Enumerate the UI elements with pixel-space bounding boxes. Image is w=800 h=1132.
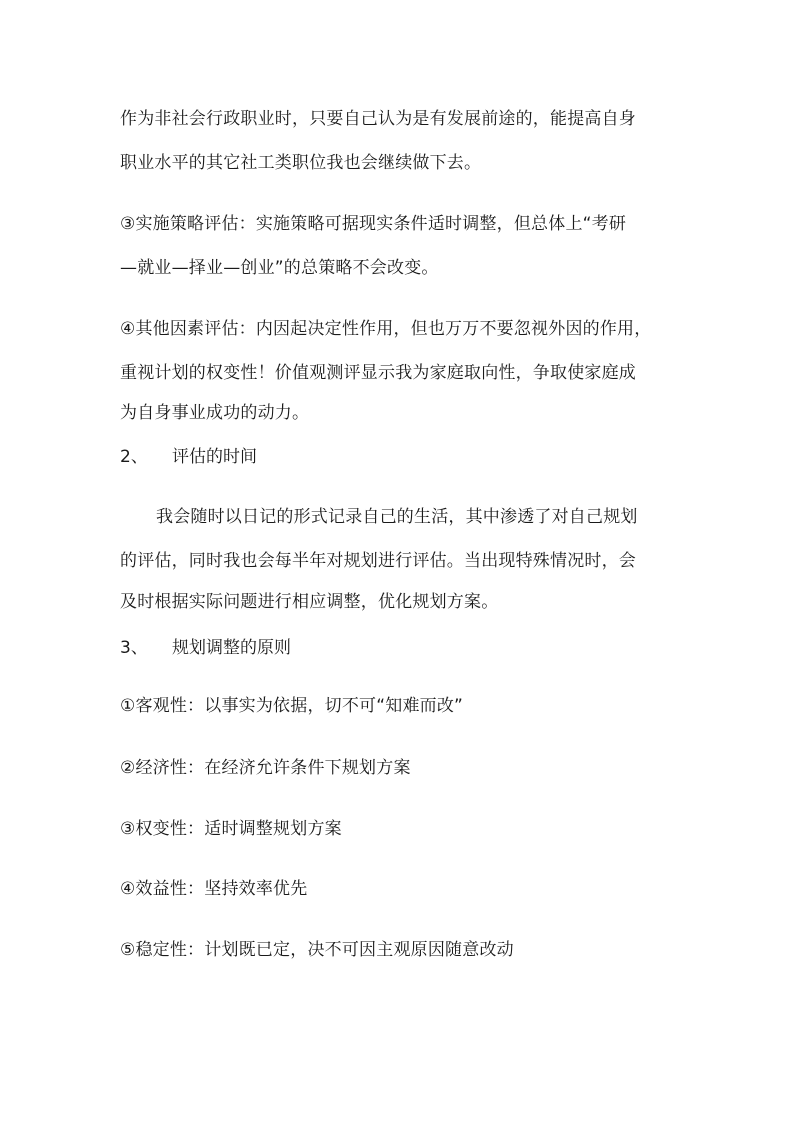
paragraph-3-line-2: 重视计划的权变性！价值观测评显示我为家庭取向性，争取使家庭成: [120, 363, 636, 383]
section-2-title: 评估的时间: [172, 447, 257, 467]
principle-item: ①客观性：以事实为依据，切不可“知难而改”: [120, 696, 464, 716]
principle-item: ②经济性：在经济允许条件下规划方案: [120, 758, 411, 778]
paragraph-1-line-2: 职业水平的其它社工类职位我也会继续做下去。: [120, 153, 482, 173]
principle-item: ④效益性：坚持效率优先: [120, 879, 308, 899]
section-3-title: 规划调整的原则: [172, 638, 291, 658]
paragraph-4-line-1: 我会随时以日记的形式记录自己的生活，其中渗透了对自己规划: [156, 507, 638, 527]
section-3-number: 3、: [120, 638, 148, 658]
paragraph-2-line-1: ③实施策略评估：实施策略可据现实条件适时调整，但总体上“考研: [120, 214, 627, 234]
paragraph-3-line-1: ④其他因素评估：内因起决定性作用，但也万万不要忽视外因的作用，: [120, 319, 652, 339]
paragraph-2-line-2: —就业—择业—创业”的总策略不会改变。: [120, 258, 439, 278]
section-2-number: 2、: [120, 447, 148, 467]
paragraph-4-line-3: 及时根据实际问题进行相应调整，优化规划方案。: [120, 592, 499, 612]
paragraph-1-line-1: 作为非社会行政职业时，只要自己认为是有发展前途的，能提高自身: [120, 109, 636, 129]
principle-item: ③权变性：适时调整规划方案: [120, 819, 342, 839]
paragraph-3-line-3: 为自身事业成功的动力。: [120, 403, 310, 423]
principle-item: ⑤稳定性：计划既已定，决不可因主观原因随意改动: [120, 940, 514, 960]
paragraph-4-line-2: 的评估，同时我也会每半年对规划进行评估。当出现特殊情况时，会: [120, 551, 636, 571]
